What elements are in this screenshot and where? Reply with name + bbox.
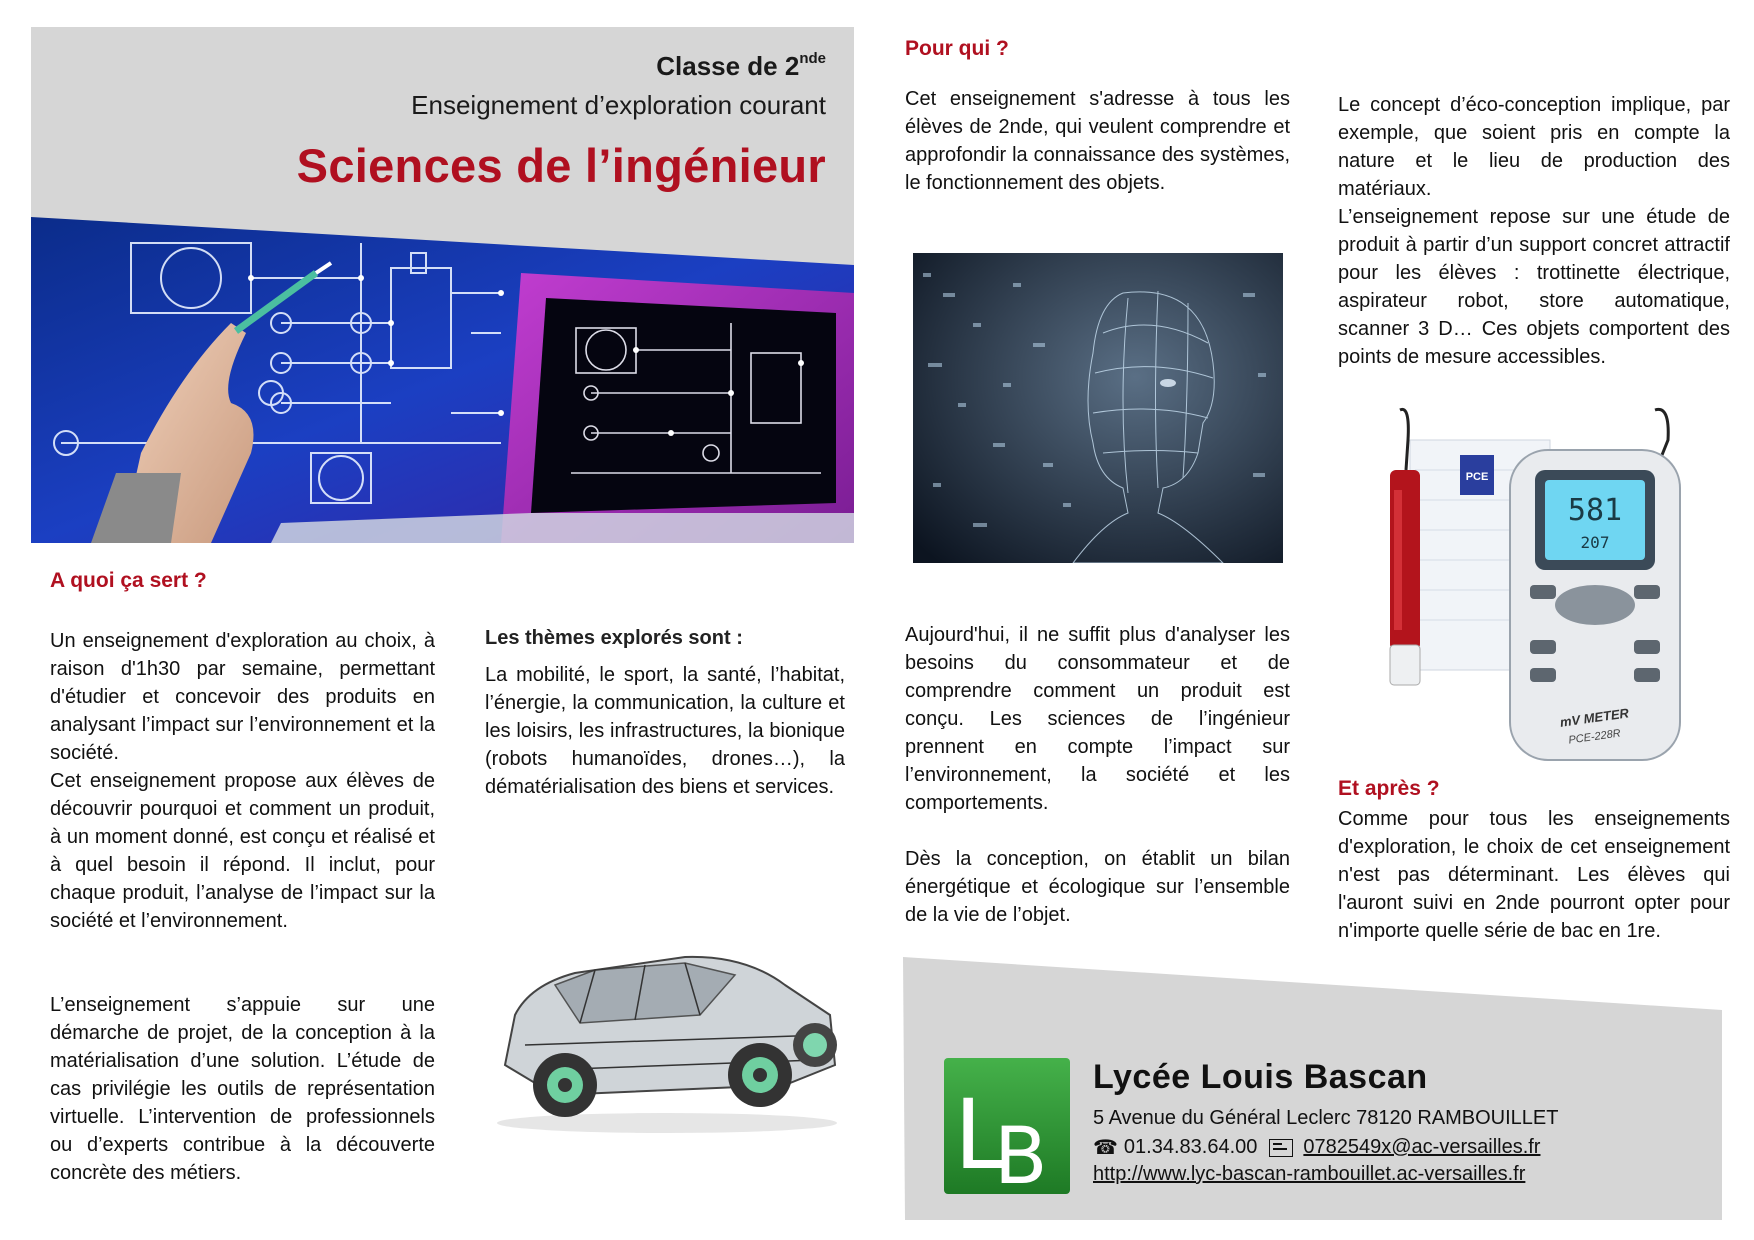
school-logo <box>944 1058 1070 1194</box>
meter-brand-text: PCE <box>1465 471 1489 483</box>
pour-qui-paragraph-3: Dès la conception, on établit un bilan énergétique et écologique sur l’ensemble de la vie de l’objet. <box>905 848 1290 926</box>
class-level-sup: nde <box>799 50 826 67</box>
concept-paragraph-2: L’enseignement repose sur une étude de produit à partir d’un support concret attractif pour les élèves : trottinette électrique, aspirateur robot, store automatique, scanner 3 D… Ces objets comportent des points de mesure accessibles. <box>1338 206 1730 368</box>
a-quoi-paragraph-2: Cet enseignement propose aux élèves de découvrir pourquoi et comment un produit, à un moment donné, est conçu et réalisé et à quel besoin il répond. Il inclut, pour chaque produit, l’analyse de l’impact sur la société et l’environnement. <box>50 770 435 932</box>
meter-label: mV METER <box>1558 705 1630 730</box>
school-phone[interactable]: 01.34.83.64.00 <box>1123 1136 1258 1158</box>
section-heading-pour-qui: Pour qui ? <box>905 37 1009 60</box>
header-subtitle: Enseignement d’exploration courant <box>411 90 826 120</box>
meter-reading-top: 581 <box>1567 493 1623 528</box>
a-quoi-paragraph-1: Un enseignement d'exploration au choix, à raison d'1h30 par semaine, permettant d'étudier et concevoir des produits en analysant l’impact sur l’environnement et la société. <box>50 630 435 764</box>
school-address: 5 Avenue du Général Leclerc 78120 RAMBOUILLET <box>1093 1107 1559 1129</box>
school-name: Lycée Louis Bascan <box>1093 1058 1428 1096</box>
section-heading-a-quoi: A quoi ça sert ? <box>50 569 207 592</box>
pour-qui-paragraph-1: Cet enseignement s'adresse à tous les élèves de 2nde, qui veulent comprendre et approfondir la connaissance des systèmes, le fonctionnement des objets. <box>905 88 1290 194</box>
logo-letter-b: B <box>994 1112 1048 1194</box>
school-website-link[interactable]: http://www.lyc-bascan-rambouillet.ac-versailles.fr <box>1093 1163 1526 1185</box>
meter-model: PCE-228R <box>1567 727 1622 747</box>
themes-heading: Les thèmes explorés sont : <box>485 627 743 649</box>
school-contact <box>1093 1135 1540 1160</box>
page-title: Sciences de l’ingénieur <box>296 139 826 192</box>
concept-paragraph-1: Le concept d’éco-conception implique, par exemple, que soient pris en compte la nature et le lieu de production des matériaux. <box>1338 94 1730 200</box>
section-heading-et-apres: Et après ? <box>1338 777 1440 800</box>
logo-letter-l: L <box>954 1079 1008 1191</box>
envelope-icon <box>1269 1139 1293 1157</box>
et-apres-paragraph: Comme pour tous les enseignements d'exploration, le choix de cet enseignement n'est pas déterminant. Les élèves qui l'auront suivi en 2nde pourront opter pour n'importe quelle série de bac en 1re. <box>1338 808 1730 942</box>
themes-text: La mobilité, le sport, la santé, l’habitat, l’énergie, la communication, la culture et les loisirs, les infrastructures, la bionique (robots humanoïdes, drones…), la dématérialisation des biens et services. <box>485 664 845 798</box>
meter-reading-bottom: 207 <box>1580 533 1610 552</box>
phone-icon: ☎ <box>1093 1137 1118 1159</box>
a-quoi-paragraph-3: L’enseignement s’appuie sur une démarche de projet, de la conception à la matérialisation d’une solution. L’étude de cas privilégie les outils de représentation virtuelle. L’intervention de professionnels ou d’experts contribue à la découverte concrète des métiers. <box>50 994 435 1184</box>
school-email-link[interactable]: 0782549x@ac-versailles.fr <box>1303 1136 1541 1158</box>
class-level-text: Classe de 2 <box>656 51 800 81</box>
pour-qui-paragraph-2: Aujourd'hui, il ne suffit plus d'analyser les besoins du consommateur et de comprendre comment un produit est conçu. Les sciences de l’ingénieur prennent en compte l’impact sur l’environnement, la société et les comportements. <box>905 624 1290 814</box>
